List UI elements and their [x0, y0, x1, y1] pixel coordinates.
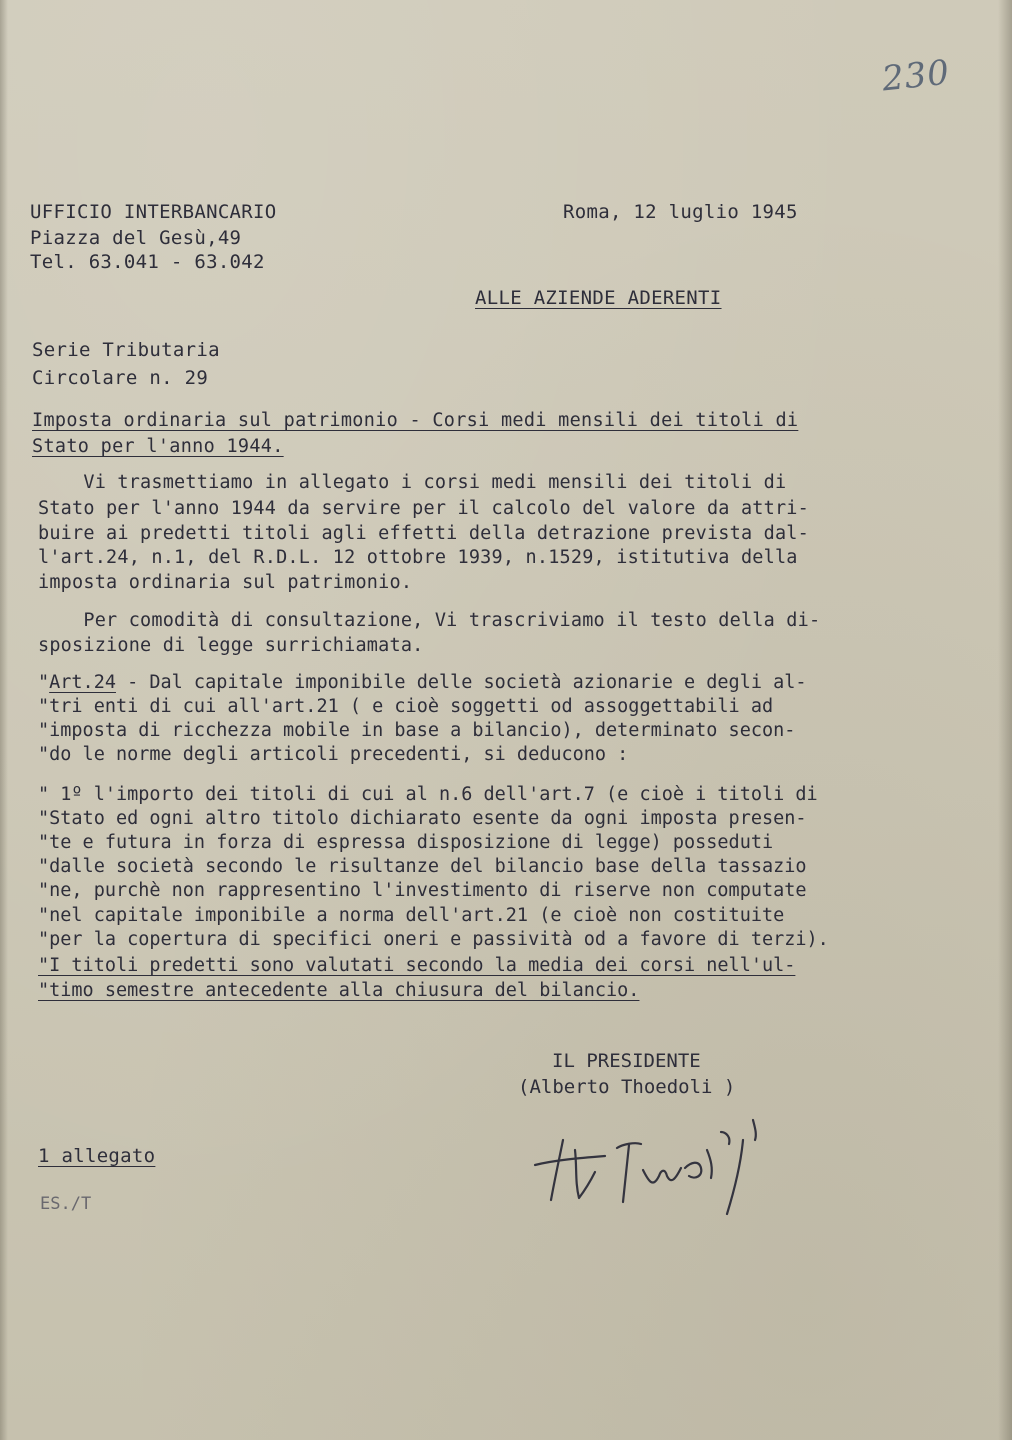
- quote-open-mark: ": [38, 672, 50, 693]
- series-label: Serie Tributaria: [32, 339, 220, 361]
- paragraph2-line: sposizione di legge surrichiamata.: [38, 635, 424, 656]
- recipient-heading: ALLE AZIENDE ADERENTI: [475, 287, 722, 309]
- office-address: Piazza del Gesù,49: [30, 227, 242, 249]
- paragraph1-line: Vi trasmettiamo in allegato i corsi medi mensili dei titoli di: [38, 472, 787, 493]
- paragraph2-line: Per comodità di consultazione, Vi trascriviamo il testo della di-: [38, 610, 821, 631]
- subject-line-1: Imposta ordinaria sul patrimonio - Corsi medi mensili dei titoli di: [32, 410, 799, 431]
- paragraph1-line: imposta ordinaria sul patrimonio.: [38, 572, 413, 593]
- office-phone: Tel. 63.041 - 63.042: [30, 251, 265, 273]
- quote-line: "te e futura in forza di espressa disposizione di legge) posseduti: [38, 832, 774, 853]
- handwritten-signature: [525, 1110, 805, 1220]
- subject-line-2: Stato per l'anno 1944.: [32, 436, 284, 457]
- place-date: Roma, 12 luglio 1945: [563, 201, 798, 223]
- quote-line-underlined: "I titoli predetti sono valutati secondo la media dei corsi nell'ul-: [38, 955, 796, 976]
- page-right-edge: [998, 0, 1012, 1440]
- quote-line: " 1º l'importo dei titoli di cui al n.6 dell'art.7 (e cioè i titoli di: [38, 784, 818, 805]
- quote-line: "ne, purchè non rappresentino l'investimento di riserve non computate: [38, 880, 807, 901]
- quote-line: "dalle società secondo le risultanze del bilancio base della tassazio: [38, 856, 807, 877]
- quote-line: "imposta di ricchezza mobile in base a bilancio), determinato secon-: [38, 720, 796, 741]
- quote-first-line-rest: - Dal capitale imponibile delle società azionarie e degli al-: [115, 672, 807, 693]
- circular-number: Circolare n. 29: [32, 367, 209, 389]
- quote-line: "per la copertura di specifici oneri e passività od a favore di terzi).: [38, 929, 829, 950]
- quote-first-line: [38, 670, 807, 696]
- paragraph1-line: buire ai predetti titoli agli effetti della detrazione prevista dal-: [38, 523, 809, 544]
- quote-line: "do le norme degli articoli precedenti, si deducono :: [38, 744, 629, 765]
- signatory-name: (Alberto Thoedoli ): [518, 1076, 736, 1098]
- attachment-note: 1 allegato: [38, 1145, 156, 1167]
- quote-line: "Stato ed ogni altro titolo dichiarato esente da ogni imposta presen-: [38, 808, 807, 829]
- page-left-edge: [0, 0, 8, 1440]
- paragraph1-line: Stato per l'anno 1944 da servire per il calcolo del valore da attri-: [38, 498, 809, 519]
- article-label: Art.24: [49, 672, 116, 693]
- reference-initials: ES./T: [40, 1194, 92, 1214]
- handwritten-page-number: 230: [880, 52, 952, 100]
- signature-title: IL PRESIDENTE: [552, 1050, 701, 1072]
- quote-line: "nel capitale imponibile a norma dell'art.21 (e cioè non costituite: [38, 905, 785, 926]
- quote-line-underlined: "timo semestre antecedente alla chiusura del bilancio.: [38, 980, 640, 1001]
- office-name: UFFICIO INTERBANCARIO: [30, 201, 277, 223]
- quote-line: "tri enti di cui all'art.21 ( e cioè soggetti od assoggettabili ad: [38, 696, 774, 717]
- paragraph1-line: l'art.24, n.1, del R.D.L. 12 ottobre 1939, n.1529, istitutiva della: [38, 547, 798, 568]
